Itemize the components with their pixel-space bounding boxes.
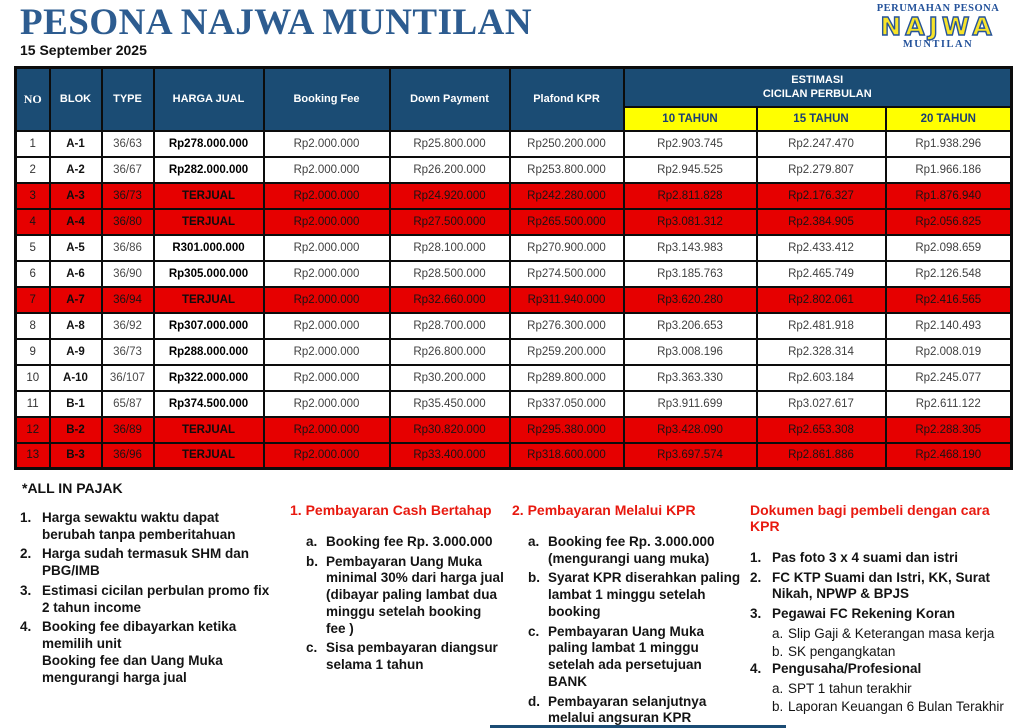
list-marker: c. (528, 623, 540, 639)
cell-cicilan-10-tahun: Rp3.911.699 (624, 391, 757, 417)
column-header-10-tahun: 10 TAHUN (624, 107, 757, 131)
table-row-sold (16, 443, 1012, 469)
note-text: FC KTP Suami dan Istri, KK, Surat Nikah, NPWP & BPJS (772, 569, 991, 602)
table-row-sold (16, 287, 1012, 313)
cell-cicilan-10-tahun: Rp3.428.090 (624, 417, 757, 443)
cell-type: 36/107 (102, 365, 154, 391)
note-item (20, 546, 276, 579)
list-marker: b. (772, 643, 784, 659)
note-text: Booking fee dibayarkan ketika memilih unit Booking fee dan Uang Muka mengurangi harga jual (42, 619, 237, 685)
cell-cicilan-20-tahun: Rp2.008.019 (886, 339, 1012, 365)
list-marker: 3. (20, 582, 32, 598)
cell-type: 36/96 (102, 443, 154, 469)
note-item (750, 606, 1010, 623)
note-text: Estimasi cicilan perbulan promo fix 2 tahun income (42, 582, 270, 615)
cell-cicilan-15-tahun: Rp2.653.308 (757, 417, 886, 443)
company-logo (862, 3, 1014, 50)
cell-no: 10 (16, 365, 50, 391)
cell-down-payment: Rp32.660.000 (390, 287, 510, 313)
cell-no: 3 (16, 183, 50, 209)
cell-cicilan-20-tahun: Rp2.468.190 (886, 443, 1012, 469)
cell-type: 36/86 (102, 235, 154, 261)
cell-cicilan-10-tahun: Rp3.008.196 (624, 339, 757, 365)
cell-down-payment: Rp25.800.000 (390, 131, 510, 157)
cell-cicilan-10-tahun: Rp3.143.983 (624, 235, 757, 261)
cell-cicilan-10-tahun: Rp2.811.828 (624, 183, 757, 209)
price-table (14, 66, 1013, 470)
cell-booking-fee: Rp2.000.000 (264, 157, 390, 183)
cell-blok: A-6 (50, 261, 102, 287)
table-row (16, 157, 1012, 183)
table-row-sold (16, 417, 1012, 443)
cell-cicilan-15-tahun: Rp2.279.807 (757, 157, 886, 183)
note-text: Pegawai FC Rekening Koran (772, 606, 956, 622)
note-text: Syarat KPR diserahkan paling lambat 1 minggu setelah booking (548, 570, 741, 619)
cell-cicilan-20-tahun: Rp2.126.548 (886, 261, 1012, 287)
note-text: Harga sudah termasuk SHM dan PBG/IMB (42, 546, 250, 579)
table-row (16, 339, 1012, 365)
cell-no: 11 (16, 391, 50, 417)
cell-cicilan-10-tahun: Rp3.697.574 (624, 443, 757, 469)
notes-kpr-column (504, 478, 742, 728)
cell-booking-fee: Rp2.000.000 (264, 313, 390, 339)
column-header-blok: BLOK (50, 68, 102, 131)
notes-cash-column (276, 478, 504, 728)
kpr-section-heading: 2. Pembayaran Melalui KPR (512, 502, 696, 518)
cell-harga-jual: Rp282.000.000 (154, 157, 264, 183)
table-row (16, 391, 1012, 417)
cell-cicilan-20-tahun: Rp2.288.305 (886, 417, 1012, 443)
column-header-estimasi (624, 68, 1012, 107)
cell-cicilan-15-tahun: Rp2.861.886 (757, 443, 886, 469)
note-text: Laporan Keuangan 6 Bulan Terakhir (788, 698, 1004, 714)
cell-booking-fee: Rp2.000.000 (264, 443, 390, 469)
table-row (16, 131, 1012, 157)
cell-cicilan-10-tahun: Rp3.206.653 (624, 313, 757, 339)
cell-cicilan-15-tahun: Rp2.433.412 (757, 235, 886, 261)
cell-plafond-kpr: Rp265.500.000 (510, 209, 624, 235)
list-marker: b. (306, 553, 318, 569)
page-title: PESONA NAJWA MUNTILAN (20, 2, 533, 43)
list-marker: 1. (20, 510, 32, 525)
cell-plafond-kpr: Rp242.280.000 (510, 183, 624, 209)
note-item (750, 550, 1010, 567)
note-text: Pengusaha/Profesional (772, 661, 922, 677)
cell-cicilan-15-tahun: Rp2.802.061 (757, 287, 886, 313)
cell-plafond-kpr: Rp253.800.000 (510, 157, 624, 183)
list-marker: a. (306, 534, 318, 549)
note-item (750, 661, 1010, 678)
cell-cicilan-15-tahun: Rp2.384.905 (757, 209, 886, 235)
cell-cicilan-10-tahun: Rp3.185.763 (624, 261, 757, 287)
cell-cicilan-20-tahun: Rp2.056.825 (886, 209, 1012, 235)
cell-harga-jual: R301.000.000 (154, 235, 264, 261)
cash-items-list (306, 534, 504, 674)
cell-down-payment: Rp28.500.000 (390, 261, 510, 287)
note-text: SK pengangkatan (788, 643, 896, 659)
cell-cicilan-10-tahun: Rp2.945.525 (624, 157, 757, 183)
list-marker: d. (528, 693, 540, 709)
cell-no: 5 (16, 235, 50, 261)
list-marker: a. (772, 625, 784, 641)
cell-blok: A-5 (50, 235, 102, 261)
note-text: Pas foto 3 x 4 suami dan istri (772, 550, 959, 565)
list-marker: 3. (750, 606, 762, 622)
cash-section-heading: 1. Pembayaran Cash Bertahap (290, 502, 492, 518)
price-table-body (16, 131, 1012, 469)
kpr-items-list (528, 534, 742, 727)
cell-booking-fee: Rp2.000.000 (264, 287, 390, 313)
note-subitem (772, 699, 1010, 716)
date-label: 15 September 2025 (20, 42, 147, 58)
cell-booking-fee: Rp2.000.000 (264, 209, 390, 235)
cell-blok: A-10 (50, 365, 102, 391)
note-subitem (772, 644, 1010, 661)
cell-type: 36/90 (102, 261, 154, 287)
cell-booking-fee: Rp2.000.000 (264, 417, 390, 443)
cell-type: 36/73 (102, 339, 154, 365)
cell-down-payment: Rp24.920.000 (390, 183, 510, 209)
note-text: Pembayaran Uang Muka minimal 30% dari harga jual (dibayar paling lambat dua minggu setelah booking fee ) (326, 553, 504, 636)
table-row-sold (16, 183, 1012, 209)
cell-down-payment: Rp27.500.000 (390, 209, 510, 235)
cell-plafond-kpr: Rp276.300.000 (510, 313, 624, 339)
cell-cicilan-15-tahun: Rp2.481.918 (757, 313, 886, 339)
cell-down-payment: Rp28.100.000 (390, 235, 510, 261)
cell-blok: A-1 (50, 131, 102, 157)
cell-blok: A-2 (50, 157, 102, 183)
cell-no: 6 (16, 261, 50, 287)
cell-booking-fee: Rp2.000.000 (264, 235, 390, 261)
notes-dokumen-column (742, 478, 1010, 728)
cell-harga-jual: TERJUAL (154, 183, 264, 209)
cell-type: 36/67 (102, 157, 154, 183)
cell-booking-fee: Rp2.000.000 (264, 131, 390, 157)
cell-blok: B-1 (50, 391, 102, 417)
cell-no: 9 (16, 339, 50, 365)
cell-cicilan-20-tahun: Rp2.416.565 (886, 287, 1012, 313)
cell-booking-fee: Rp2.000.000 (264, 183, 390, 209)
list-marker: c. (306, 640, 318, 656)
general-notes-list (20, 510, 276, 686)
note-item (20, 619, 276, 686)
cell-cicilan-20-tahun: Rp1.938.296 (886, 131, 1012, 157)
cell-harga-jual: TERJUAL (154, 209, 264, 235)
column-header-type: TYPE (102, 68, 154, 131)
list-marker: a. (528, 534, 540, 549)
cell-cicilan-20-tahun: Rp2.140.493 (886, 313, 1012, 339)
cell-blok: B-2 (50, 417, 102, 443)
note-item (528, 534, 742, 567)
cell-cicilan-10-tahun: Rp2.903.745 (624, 131, 757, 157)
list-marker: 4. (750, 661, 762, 677)
cell-harga-jual: TERJUAL (154, 443, 264, 469)
note-item (20, 510, 276, 543)
cell-no: 1 (16, 131, 50, 157)
note-text: Harga sewaktu waktu dapat berubah tanpa pemberitahuan (42, 510, 236, 542)
notes-general-column (14, 478, 276, 728)
cell-plafond-kpr: Rp311.940.000 (510, 287, 624, 313)
cell-no: 4 (16, 209, 50, 235)
note-item (750, 570, 1010, 603)
note-item (306, 640, 504, 673)
dokumen-section-heading: Dokumen bagi pembeli dengan cara KPR (750, 502, 990, 534)
list-marker: 2. (20, 546, 32, 562)
list-marker: b. (528, 570, 540, 586)
note-subitem (772, 626, 1010, 643)
cell-booking-fee: Rp2.000.000 (264, 339, 390, 365)
cell-harga-jual: Rp305.000.000 (154, 261, 264, 287)
price-table-head (16, 68, 1012, 131)
cell-no: 12 (16, 417, 50, 443)
cell-plafond-kpr: Rp318.600.000 (510, 443, 624, 469)
note-item (528, 694, 742, 727)
note-item (20, 583, 276, 616)
cell-cicilan-15-tahun: Rp2.603.184 (757, 365, 886, 391)
cell-harga-jual: TERJUAL (154, 287, 264, 313)
cell-type: 65/87 (102, 391, 154, 417)
cell-type: 36/89 (102, 417, 154, 443)
cell-type: 36/73 (102, 183, 154, 209)
list-marker: 4. (20, 619, 32, 635)
cell-down-payment: Rp26.200.000 (390, 157, 510, 183)
cell-cicilan-15-tahun: Rp2.465.749 (757, 261, 886, 287)
note-subitem (772, 681, 1010, 698)
logo-brand-text: NAJWA (880, 12, 996, 42)
note-text: SPT 1 tahun terakhir (788, 681, 912, 697)
note-text: Pembayaran selanjutnya melalui angsuran KPR (548, 693, 707, 726)
estimasi-line1: ESTIMASI (791, 74, 844, 86)
cell-blok: B-3 (50, 443, 102, 469)
cell-harga-jual: TERJUAL (154, 417, 264, 443)
cell-plafond-kpr: Rp250.200.000 (510, 131, 624, 157)
column-header-booking-fee: Booking Fee (264, 68, 390, 131)
cell-plafond-kpr: Rp295.380.000 (510, 417, 624, 443)
list-marker: a. (772, 681, 784, 697)
table-row (16, 235, 1012, 261)
cell-blok: A-3 (50, 183, 102, 209)
cell-plafond-kpr: Rp259.200.000 (510, 339, 624, 365)
list-marker: 1. (750, 550, 762, 565)
cell-type: 36/80 (102, 209, 154, 235)
cell-down-payment: Rp28.700.000 (390, 313, 510, 339)
cell-plafond-kpr: Rp289.800.000 (510, 365, 624, 391)
cell-cicilan-15-tahun: Rp3.027.617 (757, 391, 886, 417)
cell-blok: A-4 (50, 209, 102, 235)
logo-bottom-text: MUNTILAN (902, 39, 974, 51)
note-text: Pembayaran Uang Muka paling lambat 1 minggu setelah ada persetujuan BANK (548, 623, 705, 689)
cell-harga-jual: Rp322.000.000 (154, 365, 264, 391)
cell-no: 13 (16, 443, 50, 469)
estimasi-line2: CICILAN PERBULAN (762, 88, 872, 101)
note-text: Booking fee Rp. 3.000.000 (326, 534, 493, 549)
cell-harga-jual: Rp278.000.000 (154, 131, 264, 157)
cell-down-payment: Rp30.200.000 (390, 365, 510, 391)
cell-cicilan-10-tahun: Rp3.081.312 (624, 209, 757, 235)
cell-harga-jual: Rp288.000.000 (154, 339, 264, 365)
cell-booking-fee: Rp2.000.000 (264, 365, 390, 391)
cell-no: 2 (16, 157, 50, 183)
table-row (16, 313, 1012, 339)
cell-booking-fee: Rp2.000.000 (264, 391, 390, 417)
note-text: Booking fee Rp. 3.000.000 (mengurangi uang muka) (548, 534, 715, 566)
cell-type: 36/63 (102, 131, 154, 157)
cell-harga-jual: Rp307.000.000 (154, 313, 264, 339)
note-item (306, 554, 504, 638)
note-text: Sisa pembayaran diangsur selama 1 tahun (326, 640, 498, 673)
dokumen-items-list (750, 550, 1010, 716)
table-row (16, 261, 1012, 287)
cell-cicilan-20-tahun: Rp2.098.659 (886, 235, 1012, 261)
cell-cicilan-15-tahun: Rp2.176.327 (757, 183, 886, 209)
column-header-20-tahun: 20 TAHUN (886, 107, 1012, 131)
all-in-pajak-label: *ALL IN PAJAK (22, 480, 123, 496)
cell-cicilan-20-tahun: Rp2.611.122 (886, 391, 1012, 417)
column-header-harga-jual: HARGA JUAL (154, 68, 264, 131)
cell-blok: A-7 (50, 287, 102, 313)
cell-cicilan-15-tahun: Rp2.328.314 (757, 339, 886, 365)
cell-booking-fee: Rp2.000.000 (264, 261, 390, 287)
list-marker: 2. (750, 569, 762, 585)
note-text: Slip Gaji & Keterangan masa kerja (788, 625, 995, 641)
cell-blok: A-8 (50, 313, 102, 339)
column-header-plafond-kpr: Plafond KPR (510, 68, 624, 131)
cell-down-payment: Rp35.450.000 (390, 391, 510, 417)
column-header-no: NO (16, 68, 50, 131)
cell-cicilan-10-tahun: Rp3.363.330 (624, 365, 757, 391)
cell-plafond-kpr: Rp270.900.000 (510, 235, 624, 261)
cell-cicilan-20-tahun: Rp1.876.940 (886, 183, 1012, 209)
cell-down-payment: Rp26.800.000 (390, 339, 510, 365)
cell-down-payment: Rp30.820.000 (390, 417, 510, 443)
cell-blok: A-9 (50, 339, 102, 365)
table-row-sold (16, 209, 1012, 235)
note-item (528, 570, 742, 620)
table-row (16, 365, 1012, 391)
cell-type: 36/92 (102, 313, 154, 339)
cell-no: 8 (16, 313, 50, 339)
cell-cicilan-15-tahun: Rp2.247.470 (757, 131, 886, 157)
notes-section (14, 478, 1010, 728)
cell-harga-jual: Rp374.500.000 (154, 391, 264, 417)
cell-down-payment: Rp33.400.000 (390, 443, 510, 469)
note-item (528, 624, 742, 691)
cell-no: 7 (16, 287, 50, 313)
masthead (20, 4, 532, 58)
cell-cicilan-10-tahun: Rp3.620.280 (624, 287, 757, 313)
logo-top-text: PERUMAHAN PESONA (876, 3, 1000, 14)
cell-plafond-kpr: Rp274.500.000 (510, 261, 624, 287)
note-item (306, 534, 504, 551)
list-marker: b. (772, 698, 784, 714)
cell-type: 36/94 (102, 287, 154, 313)
cell-cicilan-20-tahun: Rp1.966.186 (886, 157, 1012, 183)
cell-cicilan-20-tahun: Rp2.245.077 (886, 365, 1012, 391)
cell-plafond-kpr: Rp337.050.000 (510, 391, 624, 417)
column-header-15-tahun: 15 TAHUN (757, 107, 886, 131)
column-header-down-payment: Down Payment (390, 68, 510, 131)
